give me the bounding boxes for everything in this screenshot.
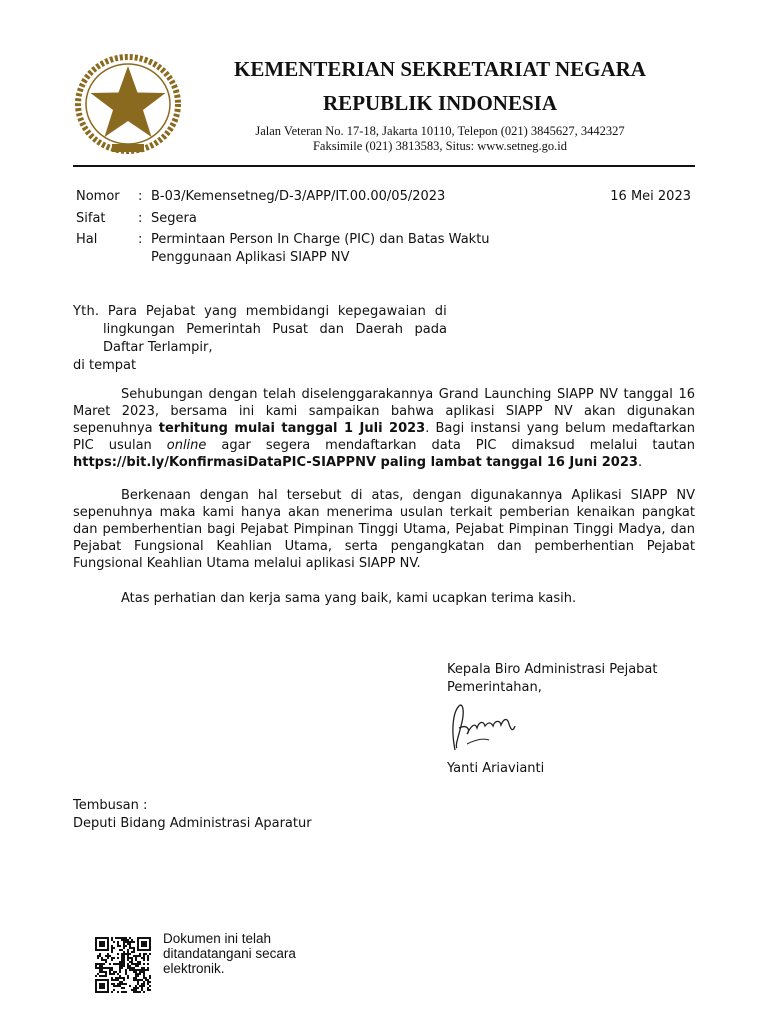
esign-note-line-1: Dokumen ini telah [163, 931, 272, 946]
nomor-colon: : [138, 189, 143, 204]
signature-icon [445, 700, 525, 756]
sifat-value: Segera [151, 211, 197, 226]
tembusan-label: Tembusan : [73, 798, 148, 813]
hal-line-1: Permintaan Person In Charge (PIC) dan Batas Waktu [151, 232, 490, 247]
signatory-title [447, 661, 658, 697]
hal-colon: : [138, 232, 143, 247]
addressee-line-4: di tempat [73, 358, 137, 373]
verification-qr-code [95, 937, 151, 993]
nomor-value: B-03/Kemensetneg/D-3/APP/IT.00.00/05/2023 [151, 189, 446, 204]
body-paragraph-3: Atas perhatian dan kerja sama yang baik, kami ucapkan terima kasih. [121, 591, 577, 606]
ministry-name: KEMENTERIAN SEKRETARIAT NEGARA [234, 57, 646, 81]
qr-code-icon [95, 937, 151, 993]
esign-note-line-3: elektronik. [163, 961, 225, 976]
sifat-colon: : [138, 211, 143, 226]
p1-text-b: . Bagi instansi yang belum medaftarkan PIC usulan [73, 421, 695, 453]
hal-label: Hal [76, 232, 98, 247]
signatory-title-line-2: Pemerintahan, [447, 680, 542, 695]
tembusan-recipient: Deputi Bidang Administrasi Aparatur [73, 816, 312, 831]
esign-note-line-2: ditandatangani secara [163, 946, 296, 961]
p1-end: . [637, 455, 643, 470]
p1-bold-effective-date: terhitung mulai tanggal 1 Juli 2023 [158, 421, 426, 436]
garuda-star-emblem-icon [72, 52, 184, 156]
hal-value [151, 231, 490, 267]
address-line-2: Faksimile (021) 3813583, Situs: www.setneg.go.id [312, 139, 568, 153]
letterhead-divider [73, 165, 695, 167]
signatory-title-line-1: Kepala Biro Administrasi Pejabat [447, 662, 658, 677]
p1-text-a: Sehubungan dengan telah diselenggarakannya Grand Launching SIAPP NV tanggal 16 Maret 2023, bersama ini kami sampaikan bahwa aplikasi SIAPP NV akan digunakan sepenuhnya [73, 387, 695, 436]
letterhead-address [180, 124, 700, 154]
body-paragraph-1 [73, 386, 695, 471]
letter-date: 16 Mei 2023 [610, 189, 691, 204]
address-line-1: Jalan Veteran No. 17-18, Jakarta 10110, Telepon (021) 3845627, 3442327 [255, 124, 625, 138]
addressee-line-2: lingkungan Pemerintah Pusat dan Daerah pada [103, 322, 447, 337]
republic-name: REPUBLIK INDONESIA [323, 91, 557, 115]
p1-bold-link-deadline: https://bit.ly/KonfirmasiDataPIC-SIAPPNV paling lambat tanggal 16 Juni 2023 [73, 455, 638, 470]
p1-italic-online: online [166, 438, 207, 453]
addressee-line-3: Daftar Terlampir, [103, 340, 213, 355]
electronic-signature-note [163, 931, 296, 976]
tembusan-block [73, 797, 312, 833]
nomor-label: Nomor [76, 189, 120, 204]
sifat-label: Sifat [76, 211, 106, 226]
addressee-line-1: Yth. Para Pejabat yang membidangi kepegawaian di [73, 304, 447, 319]
p1-text-c: agar segera mendaftarkan data PIC dimaksud melalui tautan [206, 438, 695, 453]
signatory-name: Yanti Ariavianti [447, 761, 545, 776]
state-emblem [72, 52, 184, 156]
hal-line-2: Penggunaan Aplikasi SIAPP NV [151, 250, 350, 265]
body-paragraph-2: Berkenaan dengan hal tersebut di atas, dengan digunakannya Aplikasi SIAPP NV sepenuhnya maka kami hanya akan menerima usulan terkait pemberian kenaikan pangkat dan pemberhentian bagi Pejabat Pimpinan Tinggi Utama, Pejabat Pimpinan Tinggi Madya, dan Pejabat Fungsional Keahlian Utama, serta pengangkatan dan pemberhentian Pejabat Fungsional Keahlian Utama melalui aplikasi SIAPP NV. [73, 488, 695, 571]
handwritten-signature [445, 700, 525, 756]
addressee-block [73, 303, 447, 375]
